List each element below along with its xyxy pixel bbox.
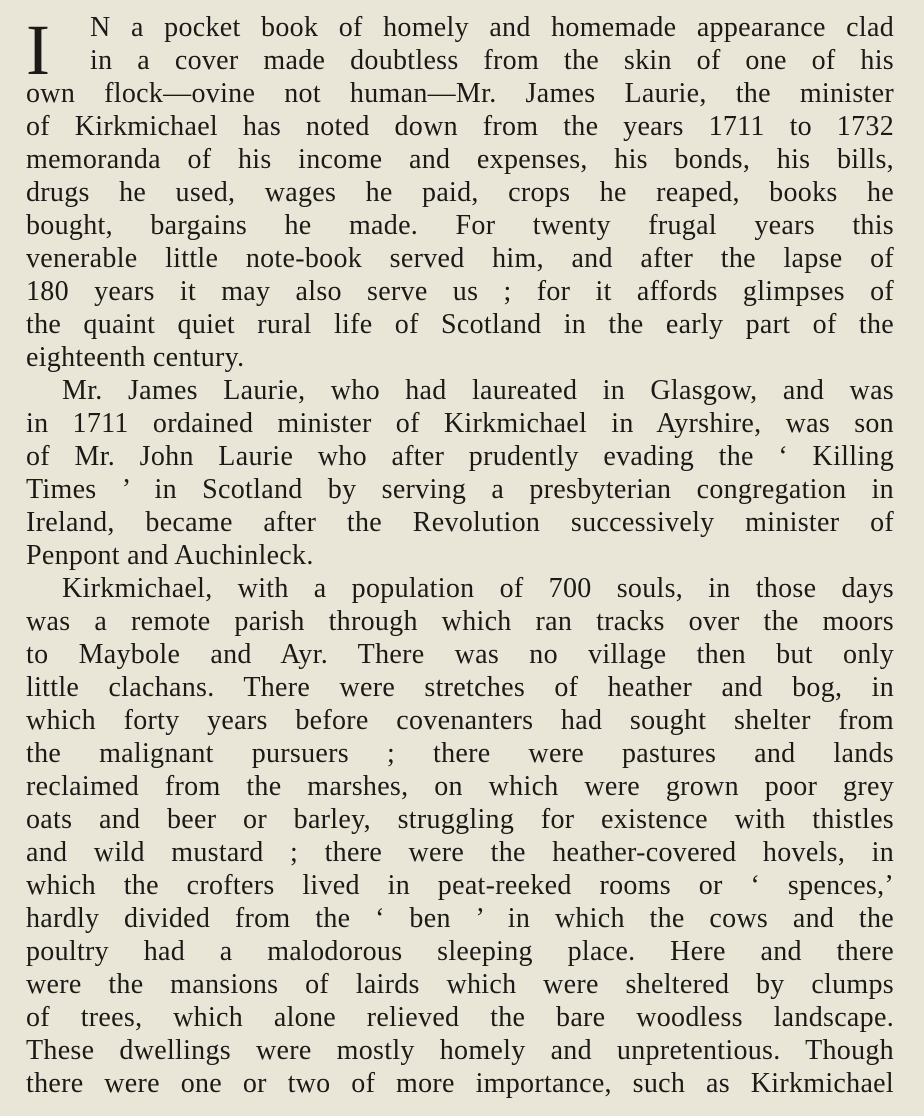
text-line: poultry had a malodorous sleeping place. Here and there	[26, 936, 894, 967]
text-line: little clachans. There were stretches of heather and bog, in	[26, 672, 894, 703]
text-line: the quaint quiet rural life of Scotland in the early part of the	[26, 309, 894, 340]
text-line: of trees, which alone relieved the bare woodless landscape.	[26, 1002, 894, 1033]
text-line: N a pocket book of homely and homemade appearance clad	[90, 12, 894, 43]
text-line: and wild mustard ; there were the heather-covered hovels, in	[26, 837, 894, 868]
text-line: there were one or two of more importance, such as Kirkmichael	[26, 1068, 894, 1099]
paragraph-1	[0, 11, 924, 374]
text-line: venerable little note-book served him, and after the lapse of	[26, 243, 894, 274]
text-line: Penpont and Auchinleck.	[26, 540, 314, 571]
drop-cap: I	[26, 10, 50, 90]
text-line: Ireland, became after the Revolution successively minister of	[26, 507, 894, 538]
text-line: 180 years it may also serve us ; for it affords glimpses of	[26, 276, 894, 307]
paragraph-2	[0, 374, 924, 572]
text-line: in 1711 ordained minister of Kirkmichael in Ayrshire, was son	[26, 408, 894, 439]
text-line: Mr. James Laurie, who had laureated in Glasgow, and was	[62, 375, 894, 406]
text-line: Kirkmichael, with a population of 700 souls, in those days	[62, 573, 894, 604]
text-line: own flock—ovine not human—Mr. James Laurie, the minister	[26, 78, 894, 109]
paragraph-3	[0, 572, 924, 1100]
text-line: of Kirkmichael has noted down from the years 1711 to 1732	[26, 111, 894, 142]
text-line: hardly divided from the ‘ ben ’ in which the cows and the	[26, 903, 894, 934]
text-line: of Mr. John Laurie who after prudently evading the ‘ Killing	[26, 441, 894, 472]
text-line: memoranda of his income and expenses, his bonds, his bills,	[26, 144, 894, 175]
text-line: eighteenth century.	[26, 342, 245, 373]
text-line: to Maybole and Ayr. There was no village then but only	[26, 639, 894, 670]
text-line: bought, bargains he made. For twenty frugal years this	[26, 210, 894, 241]
text-line: the malignant pursuers ; there were pastures and lands	[26, 738, 894, 769]
text-line: oats and beer or barley, struggling for existence with thistles	[26, 804, 894, 835]
text-line: were the mansions of lairds which were sheltered by clumps	[26, 969, 894, 1000]
text-line: Times ’ in Scotland by serving a presbyterian congregation in	[26, 474, 894, 505]
text-line: in a cover made doubtless from the skin of one of his	[90, 45, 894, 76]
text-line: which forty years before covenanters had sought shelter from	[26, 705, 894, 736]
text-line: These dwellings were mostly homely and unpretentious. Though	[26, 1035, 894, 1066]
text-line: reclaimed from the marshes, on which were grown poor grey	[26, 771, 894, 802]
text-line: drugs he used, wages he paid, crops he reaped, books he	[26, 177, 894, 208]
text-line: was a remote parish through which ran tracks over the moors	[26, 606, 894, 637]
text-line: which the crofters lived in peat-reeked rooms or ‘ spences,’	[26, 870, 894, 901]
